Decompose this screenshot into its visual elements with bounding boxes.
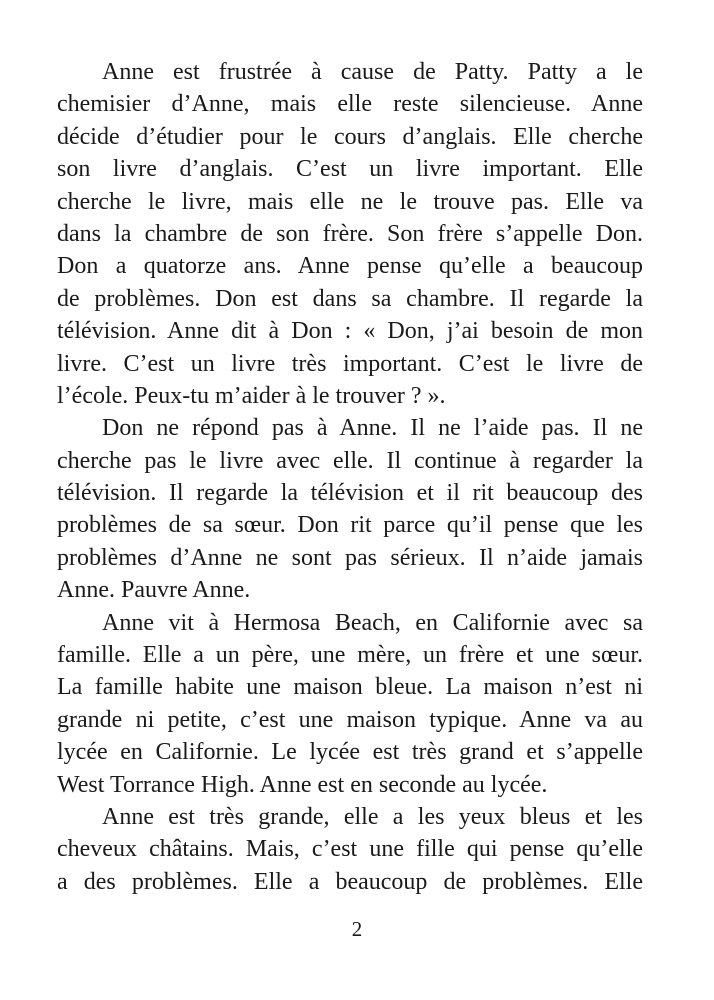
text-line: Don ne répond pas à Anne. Il ne l’aide pas. Il ne [102, 415, 643, 442]
text-line: Anne vit à Hermosa Beach, en Californie avec sa [102, 609, 643, 636]
text-line: cherche le livre, mais elle ne le trouve pas. Elle va [57, 188, 643, 215]
text-line: télévision. Il regarde la télévision et il rit beaucoup des [57, 480, 643, 507]
text-line: West Torrance High. Anne est en seconde au lycée. [57, 771, 548, 798]
body-text [57, 56, 643, 898]
paragraph [57, 607, 643, 801]
text-line: La famille habite une maison bleue. La maison n’est ni [57, 674, 643, 701]
text-line: l’école. Peux-tu m’aider à le trouver ? ». [57, 382, 446, 409]
text-line: de problèmes. Don est dans sa chambre. Il regarde la [57, 285, 643, 312]
text-line: problèmes de sa sœur. Don rit parce qu’il pense que les [57, 512, 643, 539]
text-line: cherche pas le livre avec elle. Il continue à regarder la [57, 447, 643, 474]
text-line: problèmes d’Anne ne sont pas sérieux. Il n’aide jamais [57, 544, 643, 571]
page-number: 2 [351, 917, 363, 941]
text-line: cheveux châtains. Mais, c’est une fille qui pense qu’elle [57, 836, 643, 863]
paragraph [57, 56, 643, 412]
paragraph [57, 412, 643, 606]
text-line: télévision. Anne dit à Don : « Don, j’ai besoin de mon [57, 318, 643, 345]
text-line: dans la chambre de son frère. Son frère s’appelle Don. [57, 220, 643, 247]
text-line: lycée en Californie. Le lycée est très grand et s’appelle [57, 739, 643, 766]
text-line: Anne. Pauvre Anne. [57, 577, 251, 604]
text-line: son livre d’anglais. C’est un livre important. Elle [57, 156, 643, 183]
text-line: Anne est très grande, elle a les yeux bleus et les [102, 803, 643, 830]
text-line: Don a quatorze ans. Anne pense qu’elle a beaucoup [57, 253, 643, 280]
text-line: livre. C’est un livre très important. C’est le livre de [57, 350, 643, 377]
text-line: chemisier d’Anne, mais elle reste silencieuse. Anne [57, 91, 643, 118]
text-line: grande ni petite, c’est une maison typique. Anne va au [57, 706, 643, 733]
text-line: Anne est frustrée à cause de Patty. Patty a le [102, 59, 643, 85]
text-line: a des problèmes. Elle a beaucoup de problèmes. Elle [57, 868, 643, 895]
text-line: décide d’étudier pour le cours d’anglais. Elle cherche [57, 123, 643, 150]
text-line: famille. Elle a un père, une mère, un frère et une sœur. [57, 642, 643, 669]
paragraph [57, 801, 643, 898]
